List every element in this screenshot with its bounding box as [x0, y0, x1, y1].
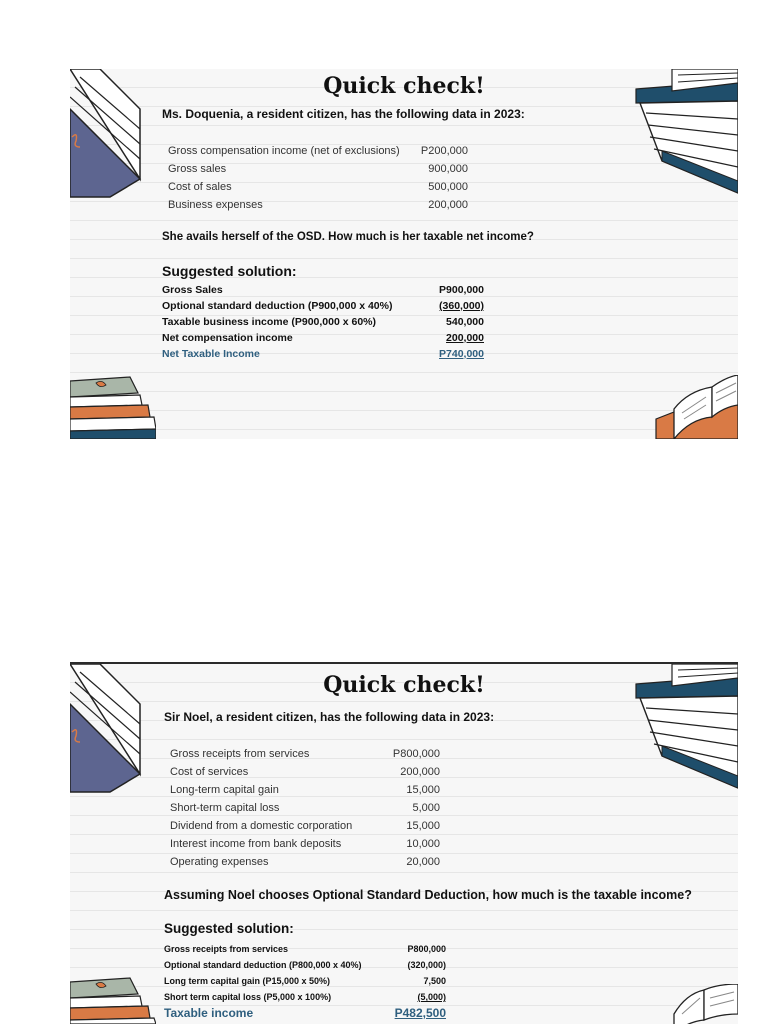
solution-row — [162, 282, 484, 298]
solution-row — [162, 330, 484, 346]
book-stack-icon — [70, 974, 156, 1024]
solution-table — [162, 282, 484, 362]
given-row — [168, 178, 468, 196]
solution-value: P800,000 — [407, 944, 446, 954]
given-row — [170, 817, 440, 835]
given-label: Business expenses — [168, 199, 263, 211]
solution-label: Taxable income — [164, 1006, 254, 1020]
solution-row — [164, 989, 446, 1005]
slide-title: Quick check! — [323, 73, 485, 99]
given-value: 10,000 — [406, 838, 440, 850]
given-value: 500,000 — [428, 181, 468, 193]
given-row — [170, 835, 440, 853]
given-value: 15,000 — [406, 820, 440, 832]
given-data-table — [168, 142, 468, 214]
given-row — [168, 160, 468, 178]
question-text: Assuming Noel chooses Optional Standard Deduction, how much is the taxable income? — [164, 888, 692, 902]
given-row — [170, 763, 440, 781]
given-label: Cost of services — [170, 766, 249, 778]
given-label: Gross receipts from services — [170, 748, 310, 760]
problem-intro: Sir Noel, a resident citizen, has the following data in 2023: — [164, 710, 495, 724]
solution-row — [164, 941, 446, 957]
given-data-table — [170, 745, 440, 871]
given-label: Long-term capital gain — [170, 784, 279, 796]
solution-total-row — [162, 346, 484, 362]
solution-total-value: P740,000 — [439, 348, 484, 360]
solution-row — [162, 314, 484, 330]
problem-intro: Ms. Doquenia, a resident citizen, has the following data in 2023: — [162, 107, 525, 121]
given-value: 900,000 — [428, 163, 468, 175]
question-text: She avails herself of the OSD. How much is her taxable net income? — [162, 231, 534, 243]
solution-heading: Suggested solution: — [164, 921, 294, 936]
book-stack-icon — [70, 373, 156, 439]
slide-1 — [70, 69, 738, 439]
solution-label: Short term capital loss (P5,000 x 100%) — [164, 992, 332, 1002]
solution-value: (320,000) — [407, 960, 446, 970]
given-value: 5,000 — [412, 802, 440, 814]
given-value: 200,000 — [428, 199, 468, 211]
open-book-icon — [652, 375, 738, 439]
solution-label: Gross Sales — [162, 284, 223, 296]
given-row — [168, 196, 468, 214]
given-row — [170, 745, 440, 763]
solution-row — [164, 973, 446, 989]
slide-2 — [70, 662, 738, 1024]
given-label: Gross compensation income (net of exclusions) — [168, 145, 400, 157]
solution-label: Taxable business income (P900,000 x 60%) — [162, 316, 376, 328]
given-label: Operating expenses — [170, 856, 269, 868]
solution-total-row — [164, 1005, 446, 1021]
given-label: Interest income from bank deposits — [170, 838, 342, 850]
solution-label: Gross receipts from services — [164, 944, 289, 954]
slide-title: Quick check! — [323, 672, 485, 698]
given-row — [170, 799, 440, 817]
given-value: P800,000 — [392, 748, 440, 760]
given-label: Gross sales — [168, 163, 227, 175]
solution-value: P900,000 — [439, 284, 484, 296]
solution-heading: Suggested solution: — [162, 263, 297, 279]
solution-value: 7,500 — [423, 976, 446, 986]
given-row — [168, 142, 468, 160]
solution-label: Net compensation income — [162, 332, 293, 344]
solution-value: 200,000 — [446, 332, 484, 344]
solution-total-value: P482,500 — [394, 1006, 446, 1020]
given-value: P200,000 — [420, 145, 468, 157]
given-label: Short-term capital loss — [170, 802, 280, 814]
given-value: 200,000 — [400, 766, 440, 778]
solution-label: Optional standard deduction (P800,000 x 40%) — [164, 960, 362, 970]
solution-value: (360,000) — [439, 300, 484, 312]
given-value: 20,000 — [406, 856, 440, 868]
solution-label: Optional standard deduction (P900,000 x 40%) — [162, 300, 393, 312]
given-row — [170, 853, 440, 871]
given-label: Dividend from a domestic corporation — [170, 820, 353, 832]
solution-value: 540,000 — [446, 316, 484, 328]
open-book-icon — [668, 984, 738, 1024]
given-row — [170, 781, 440, 799]
solution-row — [162, 298, 484, 314]
given-value: 15,000 — [406, 784, 440, 796]
given-label: Cost of sales — [168, 181, 232, 193]
solution-value: (5,000) — [417, 992, 446, 1002]
solution-label: Net Taxable Income — [162, 348, 260, 360]
solution-label: Long term capital gain (P15,000 x 50%) — [164, 976, 331, 986]
solution-table — [164, 941, 446, 1021]
solution-row — [164, 957, 446, 973]
